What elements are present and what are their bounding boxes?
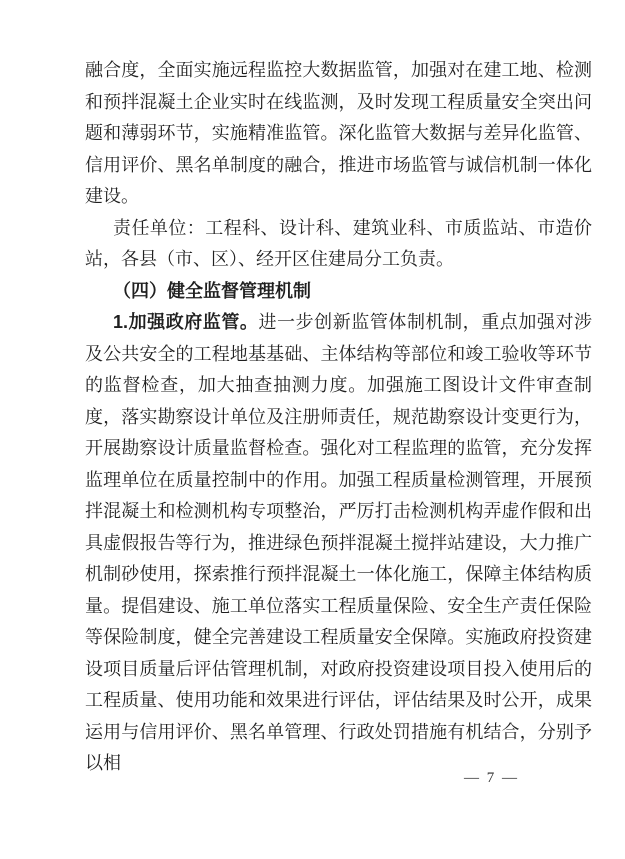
paragraph-responsibility: 责任单位：工程科、设计科、建筑业科、市质监站、市造价站，各县（市、区）、经开区住建局分工负责。 — [85, 217, 592, 269]
page-number: — 7 — — [464, 770, 519, 786]
item1-lead-label: 1.加强政府监管。 — [113, 312, 259, 332]
item1-body-text: 进一步创新监管体制机制，重点加强对涉及公共安全的工程地基基础、主体结构等部位和竣工验收等环节的监督检查，加大抽查抽测力度。加强施工图设计文件审查制度，落实勘察设计单位及注册师责任，规范勘察设计变更行为，开展勘察设计质量监督检查。强化对工程监理的监管，充分发挥监理单位在质量控制中的作用。加强工程质量检测管理，开展预拌混凝土和检测机构专项整治，严厉打击检测机构弄虚作假和出具虚假报告等行为，推进绿色预拌混凝土搅拌站建设，大力推广机制砂使用，探索推行预拌混凝土一体化施工，保障主体结构质量。提倡建设、施工单位落实工程质量保险、安全生产责任保险等保险制度，健全完善建设工程质量安全保障。实施政府投资建设项目质量后评估管理机制，对政府投资建设项目投入使用后的工程质量、使用功能和效果进行评估，评估结果及时公开，成果运用与信用评价、黑名单管理、行政处罚措施有机结合，分别予以相 — [85, 312, 593, 773]
document-body — [85, 55, 592, 780]
paragraph-continuation: 融合度，全面实施远程监控大数据监管，加强对在建工地、检测和预拌混凝土企业实时在线监测，及时发现工程质量安全突出问题和薄弱环节，实施精准监管。深化监管大数据与差异化监管、信用评价、黑名单制度的融合，推进市场监管与诚信机制一体化建设。 — [85, 60, 592, 206]
section-heading: （四）健全监督管理机制 — [113, 280, 311, 301]
paragraph-item1 — [85, 307, 592, 780]
